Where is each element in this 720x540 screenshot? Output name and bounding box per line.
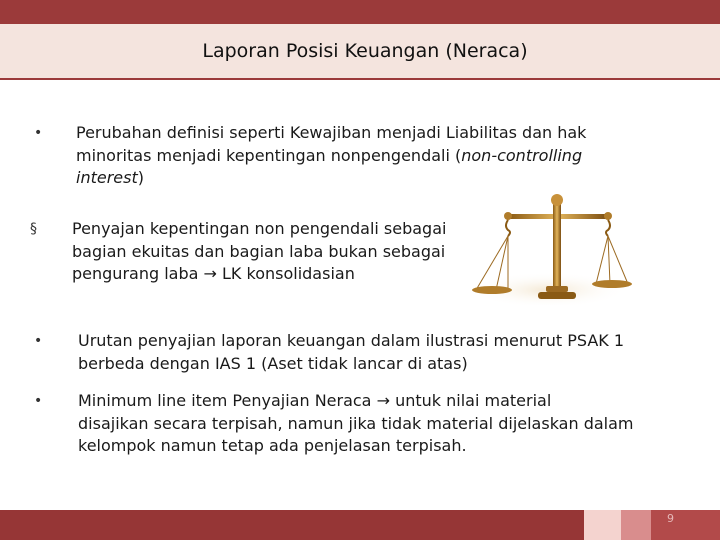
bullet-line [76, 167, 676, 190]
page-number: 9 [667, 512, 674, 525]
bullet-text [78, 330, 698, 375]
footer-segment [621, 510, 651, 540]
bullet-line [72, 263, 472, 286]
bullet-line: Urutan penyajian laporan keuangan dalam ilustrasi menurut PSAK 1 [78, 331, 625, 350]
slide-title: Laporan Posisi Keuangan (Neraca) [202, 40, 528, 62]
bullet-line-part: pengurang laba [72, 264, 199, 283]
bullet-marker: § [30, 221, 37, 237]
footer-segment [584, 510, 621, 540]
bullet-line-part: minoritas menjadi kepentingan nonpengendali ( [76, 145, 462, 165]
bullet-line-italic: non-controlling [461, 145, 583, 165]
bullet-line: bagian ekuitas dan bagian laba bukan sebagai [72, 241, 446, 261]
balance-scale-icon [468, 190, 668, 305]
title-band [0, 24, 720, 80]
bullet-text [76, 122, 676, 190]
bullet-line [76, 145, 676, 168]
bullet-text [72, 218, 472, 286]
bullet-marker: • [34, 125, 43, 141]
bullet-line: berbeda dengan IAS 1 (Aset tidak lancar di atas) [78, 353, 468, 373]
bottom-accent-bar [0, 510, 720, 540]
bullet-line-part: untuk nilai material [395, 391, 552, 410]
bullet-marker: • [34, 393, 43, 409]
bullet-line: disajikan secara terpisah, namun jika tidak material dijelaskan dalam [78, 413, 634, 433]
footer-segment [0, 510, 584, 540]
bullet-line-part: LK konsolidasian [222, 264, 355, 283]
arrow-right-icon: → [203, 264, 217, 283]
arrow-right-icon: → [376, 391, 390, 410]
bullet-line: Perubahan definisi seperti Kewajiban menjadi Liabilitas dan hak [76, 123, 587, 142]
bullet-marker: • [34, 333, 43, 349]
bullet-text [78, 390, 698, 458]
footer-segment [651, 510, 720, 540]
bullet-line-part: ) [137, 168, 144, 187]
bullet-line: Penyajan kepentingan non pengendali sebagai [72, 219, 447, 238]
bullet-line: kelompok namun tetap ada penjelasan terpisah. [78, 436, 467, 455]
bullet-line-italic: interest [76, 168, 138, 187]
bullet-line-part: Minimum line item Penyajian Neraca [78, 391, 372, 410]
balance-scale-image [468, 190, 668, 305]
top-accent-bar [0, 0, 720, 24]
bullet-line [78, 390, 698, 413]
